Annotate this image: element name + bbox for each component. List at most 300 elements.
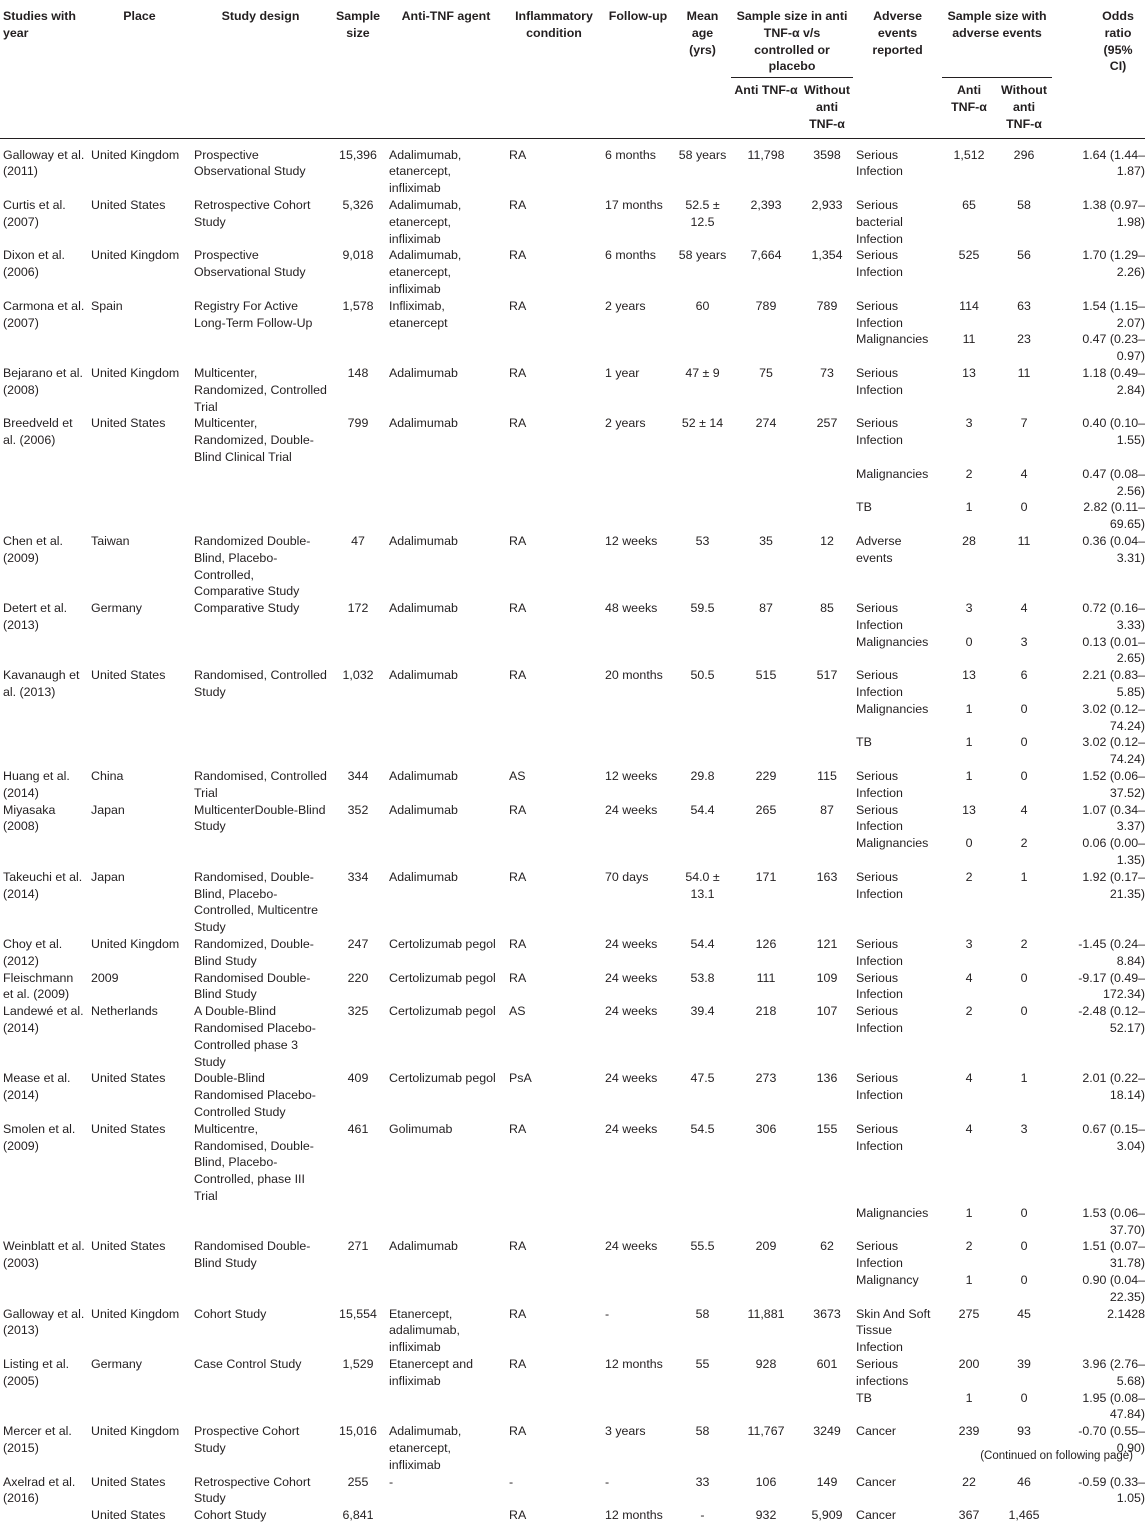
cell-sample-size: 461: [347, 1121, 369, 1136]
cell-study: [0, 835, 88, 869]
cell-condition: RA: [509, 668, 527, 683]
cell-mean-age: [674, 1205, 731, 1239]
cell-study: Axelrad et al. (2016): [3, 1474, 76, 1506]
cell-adverse-event: Malignancy: [856, 1272, 919, 1287]
cell-agent: [386, 1507, 506, 1524]
cell-follow-up: [602, 1390, 674, 1424]
cell-condition: RA: [509, 1121, 527, 1136]
cell-adverse-without-tnf: 46: [1017, 1474, 1031, 1489]
cell-condition: [506, 1272, 602, 1306]
cell-adverse-anti-tnf: 13: [962, 668, 976, 683]
cell-place: United Kingdom: [91, 248, 180, 263]
cell-study: [0, 634, 88, 668]
cell-place: [88, 331, 191, 365]
cell-place: United Kingdom: [91, 1306, 180, 1321]
cell-anti-tnf-count: 126: [755, 937, 777, 952]
cell-without-tnf-count: 85: [820, 601, 834, 616]
cell-condition: [506, 499, 602, 533]
cell-anti-tnf-count: [731, 701, 801, 735]
cell-agent: [386, 331, 506, 365]
cell-adverse-event: Serious Infection: [856, 365, 903, 397]
cell-odds-ratio: 1.92 (0.17–21.35): [1082, 869, 1145, 901]
cell-without-tnf-count: [801, 499, 853, 533]
table-row: [0, 533, 1145, 600]
cell-place: United States: [91, 668, 166, 683]
cell-study: Fleischmann et al. (2009): [3, 970, 74, 1002]
cell-condition: [506, 835, 602, 869]
cell-sample-size: 172: [347, 601, 369, 616]
cell-without-tnf-count: 601: [816, 1356, 838, 1371]
cell-condition: RA: [509, 298, 527, 313]
cell-condition: RA: [509, 248, 527, 263]
cell-without-tnf-count: 5,909: [811, 1508, 843, 1523]
cell-odds-ratio: 0.47 (0.08–2.56): [1082, 466, 1145, 498]
cell-place: United States: [91, 1071, 166, 1086]
cell-place: [88, 1390, 191, 1424]
cell-condition: AS: [509, 1004, 526, 1019]
cell-study: Miyasaka (2008): [3, 802, 56, 834]
cell-adverse-anti-tnf: 0: [965, 836, 973, 851]
cell-study: [0, 1205, 88, 1239]
cell-agent: [386, 499, 506, 533]
cell-odds-ratio: 1.70 (1.29–2.26): [1082, 248, 1145, 280]
cell-condition: RA: [509, 970, 527, 985]
cell-without-tnf-count: [801, 734, 853, 768]
header-adverse: Adverse events reported: [853, 0, 942, 138]
header-design: Study design: [191, 0, 330, 138]
cell-study: [0, 701, 88, 735]
cell-condition: [506, 1390, 602, 1424]
table-row: [0, 415, 1145, 465]
cell-odds-ratio: 0.40 (0.10–1.55): [1082, 416, 1145, 448]
cell-condition: RA: [509, 1424, 527, 1439]
cell-anti-tnf-count: 11,767: [747, 1424, 785, 1439]
cell-adverse-event: Malignancies: [856, 1205, 929, 1220]
cell-condition: [506, 701, 602, 735]
cell-sample-size: 334: [347, 869, 369, 884]
cell-anti-tnf-count: 11,798: [747, 147, 785, 162]
cell-adverse-without-tnf: 0: [1020, 1004, 1028, 1019]
cell-adverse-anti-tnf: 1,512: [953, 147, 985, 162]
cell-adverse-event: Adverse events: [856, 533, 902, 565]
cell-design: Multicenter, Randomized, Controlled Trial: [194, 365, 327, 414]
cell-design: Randomised, Double-Blind, Placebo-Controlled, Multicentre Study: [194, 869, 318, 935]
cell-without-tnf-count: 3249: [813, 1424, 841, 1439]
cell-adverse-without-tnf: 56: [1017, 248, 1031, 263]
cell-without-tnf-count: 789: [816, 298, 838, 313]
cell-study: Listing et al. (2005): [3, 1356, 70, 1388]
cell-adverse-without-tnf: 3: [1020, 1121, 1028, 1136]
cell-agent: Adalimumab, etanercept, infliximab: [389, 147, 462, 196]
header-studies: Studies with year: [0, 0, 88, 138]
cell-mean-age: 54.4: [690, 802, 715, 817]
cell-agent: [386, 701, 506, 735]
cell-agent: [386, 1205, 506, 1239]
table-row: [0, 1306, 1145, 1356]
cell-mean-age: [674, 331, 731, 365]
cell-without-tnf-count: 12: [820, 533, 834, 548]
cell-without-tnf-count: [801, 466, 853, 500]
cell-sample-size: 325: [347, 1004, 369, 1019]
cell-anti-tnf-count: 306: [755, 1121, 777, 1136]
cell-adverse-event: Serious Infection: [856, 1121, 903, 1153]
cell-anti-tnf-count: 229: [755, 769, 777, 784]
cell-adverse-event: Cancer: [856, 1424, 896, 1439]
cell-follow-up: [602, 835, 674, 869]
cell-adverse-without-tnf: 23: [1017, 332, 1031, 347]
cell-adverse-event: Cancer: [856, 1474, 896, 1489]
cell-adverse-anti-tnf: 239: [958, 1424, 980, 1439]
cell-odds-ratio: 1.64 (1.44–1.87): [1082, 147, 1145, 179]
continued-note: (Continued on following page): [980, 1450, 1133, 1462]
cell-sample-size: [330, 331, 386, 365]
cell-place: United States: [91, 1121, 166, 1136]
cell-anti-tnf-count: 273: [755, 1071, 777, 1086]
table-row: [0, 1272, 1145, 1306]
cell-condition: RA: [509, 365, 527, 380]
cell-adverse-anti-tnf: 1: [965, 735, 973, 750]
cell-design: Cohort Study: [194, 1306, 267, 1321]
cell-without-tnf-count: [801, 701, 853, 735]
cell-mean-age: 47 ± 9: [685, 365, 720, 380]
header-followup: Follow-up: [602, 0, 674, 138]
cell-condition: -: [509, 1474, 514, 1489]
cell-place: China: [91, 769, 124, 784]
cell-agent: [386, 634, 506, 668]
cell-odds-ratio: -0.70 (0.55–0.90): [1078, 1424, 1145, 1455]
cell-sample-size: 5,326: [342, 197, 374, 212]
cell-without-tnf-count: 62: [820, 1239, 834, 1254]
cell-study: [0, 331, 88, 365]
cell-mean-age: [674, 1272, 731, 1306]
cell-design: Case Control Study: [194, 1356, 302, 1371]
cell-adverse-event: Serious Infection: [856, 802, 903, 834]
cell-condition: RA: [509, 1508, 527, 1523]
cell-adverse-anti-tnf: 1: [965, 1205, 973, 1220]
cell-anti-tnf-count: 7,664: [750, 248, 782, 263]
header-group-adverse-size: Sample size with adverse events: [942, 0, 1052, 78]
cell-sample-size: [330, 734, 386, 768]
cell-mean-age: 58 years: [678, 147, 727, 162]
cell-sample-size: [330, 835, 386, 869]
table-body: [0, 138, 1145, 1524]
cell-condition: RA: [509, 1306, 527, 1321]
cell-adverse-without-tnf: 3: [1020, 634, 1028, 649]
cell-anti-tnf-count: 789: [755, 298, 777, 313]
cell-condition: RA: [509, 197, 527, 212]
cell-follow-up: 17 months: [605, 197, 663, 212]
cell-mean-age: 54.5: [690, 1121, 715, 1136]
cell-agent: Adalimumab, etanercept, infliximab: [389, 248, 462, 296]
cell-study: Chen et al. (2009): [3, 533, 63, 565]
table-row: [0, 634, 1145, 668]
cell-odds-ratio: 0.67 (0.15–3.04): [1082, 1121, 1145, 1153]
cell-sample-size: 247: [347, 937, 369, 952]
cell-study: Galloway et al. (2013): [3, 1306, 85, 1338]
cell-anti-tnf-count: 265: [755, 802, 777, 817]
cell-agent: [386, 1272, 506, 1306]
cell-place: Spain: [91, 298, 123, 313]
cell-place: Germany: [91, 601, 142, 616]
cell-odds-ratio: 2.21 (0.83–5.85): [1082, 668, 1145, 700]
cell-follow-up: 2 years: [605, 298, 646, 313]
cell-adverse-event: Serious Infection: [856, 769, 903, 800]
cell-anti-tnf-count: 928: [755, 1356, 777, 1371]
cell-place: [88, 835, 191, 869]
cell-without-tnf-count: 115: [817, 769, 837, 784]
cell-agent: [386, 734, 506, 768]
cell-mean-age: 29.8: [690, 769, 715, 784]
cell-adverse-event: Cancer: [856, 1508, 896, 1523]
cell-follow-up: -: [605, 1474, 610, 1489]
header-agent: Anti-TNF agent: [386, 0, 506, 138]
cell-condition: [506, 1205, 602, 1239]
cell-agent: Certolizumab pegol: [389, 1004, 496, 1019]
cell-place: United States: [91, 197, 166, 212]
cell-agent: Adalimumab, etanercept, infliximab: [389, 197, 462, 246]
cell-without-tnf-count: [801, 1272, 853, 1306]
cell-sample-size: 255: [347, 1474, 369, 1489]
cell-anti-tnf-count: [731, 734, 801, 768]
cell-agent: Adalimumab: [389, 601, 458, 616]
cell-agent: Adalimumab: [389, 869, 458, 884]
cell-study: Smolen et al. (2009): [3, 1121, 76, 1153]
cell-adverse-without-tnf: 11: [1017, 365, 1031, 380]
cell-adverse-event: Serious Infection: [856, 1239, 903, 1271]
table-row: [0, 835, 1145, 869]
table-row: [0, 1474, 1145, 1508]
cell-adverse-anti-tnf: 1: [965, 500, 973, 515]
cell-follow-up: 70 days: [605, 869, 649, 884]
cell-adverse-without-tnf: 6: [1020, 668, 1028, 683]
cell-adverse-anti-tnf: 3: [965, 416, 973, 431]
cell-adverse-without-tnf: 0: [1020, 769, 1028, 784]
cell-without-tnf-count: 3673: [813, 1306, 841, 1321]
table-row: [0, 1356, 1145, 1390]
cell-mean-age: 54.0 ± 13.1: [685, 869, 720, 901]
cell-study: Detert et al. (2013): [3, 601, 68, 632]
cell-mean-age: -: [700, 1508, 705, 1523]
cell-mean-age: 55.5: [690, 1239, 715, 1254]
cell-adverse-anti-tnf: 2: [965, 1239, 973, 1254]
cell-without-tnf-count: 121: [816, 937, 838, 952]
cell-anti-tnf-count: [731, 634, 801, 668]
table-row: [0, 138, 1145, 197]
cell-design: A Double-Blind Randomised Placebo-Controlled phase 3 Study: [194, 1004, 316, 1069]
cell-study: [0, 1390, 88, 1424]
header-without-tnf-1: Without anti TNF-α: [801, 78, 853, 138]
cell-place: United States: [91, 1508, 166, 1523]
cell-adverse-anti-tnf: 28: [962, 533, 976, 548]
cell-odds-ratio: 0.13 (0.01–2.65): [1082, 634, 1145, 666]
cell-adverse-without-tnf: 63: [1017, 298, 1031, 313]
cell-study: Mercer et al. (2015): [3, 1424, 72, 1455]
cell-odds-ratio: -9.17 (0.49–172.34): [1078, 970, 1145, 1002]
cell-design: Double-Blind Randomised Placebo-Controlled Study: [194, 1071, 316, 1119]
cell-adverse-without-tnf: 1,465: [1008, 1508, 1040, 1523]
cell-adverse-without-tnf: 1: [1020, 869, 1028, 884]
cell-anti-tnf-count: 932: [755, 1508, 777, 1523]
cell-without-tnf-count: 155: [816, 1121, 838, 1136]
cell-agent: Certolizumab pegol: [389, 1071, 496, 1086]
table-row: [0, 667, 1145, 701]
cell-design: [191, 634, 330, 668]
cell-design: [191, 466, 330, 500]
cell-mean-age: 58: [695, 1306, 710, 1321]
cell-condition: RA: [509, 147, 527, 162]
cell-adverse-event: Serious Infection: [856, 1071, 903, 1103]
cell-design: Registry For Active Long-Term Follow-Up: [194, 298, 313, 330]
cell-place: United States: [91, 1239, 166, 1254]
table-row: [0, 1070, 1145, 1120]
table-row: [0, 970, 1145, 1004]
cell-adverse-event: Serious Infection: [856, 1004, 903, 1036]
cell-design: Randomised, Controlled Study: [194, 668, 327, 700]
cell-adverse-event: TB: [856, 1390, 872, 1405]
cell-agent: [386, 1390, 506, 1424]
cell-follow-up: 24 weeks: [605, 970, 658, 985]
cell-odds-ratio: -2.48 (0.12–52.17): [1078, 1004, 1145, 1036]
cell-agent: Certolizumab pegol: [389, 937, 496, 952]
cell-sample-size: 220: [347, 970, 369, 985]
cell-agent: Etanercept, adalimumab, infliximab: [389, 1306, 460, 1355]
cell-condition: AS: [509, 769, 526, 784]
cell-adverse-anti-tnf: 2: [965, 869, 973, 884]
cell-follow-up: 12 months: [605, 1508, 663, 1523]
cell-study: Galloway et al. (2011): [3, 147, 85, 179]
cell-study: [0, 1272, 88, 1306]
cell-design: Prospective Observational Study: [194, 248, 306, 280]
cell-odds-ratio: 2.01 (0.22–18.14): [1082, 1071, 1145, 1103]
cell-without-tnf-count: [801, 1205, 853, 1239]
cell-without-tnf-count: 109: [816, 970, 838, 985]
cell-condition: RA: [509, 1239, 527, 1254]
cell-study: Weinblatt et al. (2003): [3, 1239, 85, 1271]
cell-odds-ratio: 0.06 (0.00–1.35): [1082, 836, 1145, 868]
cell-adverse-anti-tnf: 4: [965, 970, 973, 985]
table-row: [0, 331, 1145, 365]
cell-adverse-without-tnf: 0: [1020, 970, 1028, 985]
cell-adverse-event: Serious Infection: [856, 416, 903, 448]
cell-sample-size: 9,018: [342, 248, 374, 263]
table-row: [0, 936, 1145, 970]
cell-without-tnf-count: [801, 634, 853, 668]
cell-design: Randomised Double-Blind Study: [194, 1239, 311, 1271]
cell-anti-tnf-count: 11,881: [747, 1306, 785, 1321]
cell-agent: Adalimumab, etanercept, infliximab: [389, 1424, 462, 1472]
cell-study: Huang et al. (2014): [3, 769, 70, 800]
cell-adverse-event: Serious infections: [856, 1356, 909, 1388]
cell-follow-up: 1 year: [605, 365, 640, 380]
cell-adverse-event: Serious Infection: [856, 970, 903, 1002]
cell-adverse-without-tnf: 0: [1020, 701, 1028, 716]
cell-follow-up: 6 months: [605, 147, 656, 162]
header-place: Place: [88, 0, 191, 138]
cell-place: United Kingdom: [91, 1424, 180, 1439]
cell-follow-up: 3 years: [605, 1424, 646, 1439]
cell-adverse-without-tnf: 2: [1020, 836, 1028, 851]
cell-odds-ratio: 1.53 (0.06–37.70): [1082, 1205, 1145, 1237]
cell-adverse-anti-tnf: 275: [958, 1306, 980, 1321]
cell-anti-tnf-count: 106: [755, 1474, 777, 1489]
cell-odds-ratio: 0.90 (0.04–22.35): [1082, 1272, 1145, 1304]
cell-mean-age: [674, 499, 731, 533]
cell-adverse-anti-tnf: 200: [958, 1356, 980, 1371]
table-row: [0, 600, 1145, 634]
cell-adverse-event: Malignancies: [856, 701, 929, 716]
cell-sample-size: 409: [347, 1071, 369, 1086]
table-row: [0, 701, 1145, 735]
cell-design: Randomized Double-Blind, Placebo-Controlled, Comparative Study: [194, 533, 311, 599]
header-group-sample-size: Sample size in anti TNF-α v/s controlled or placebo: [731, 0, 853, 78]
cell-agent: [386, 466, 506, 500]
cell-follow-up: [602, 331, 674, 365]
cell-agent: Etanercept and infliximab: [389, 1356, 474, 1388]
cell-adverse-anti-tnf: 114: [959, 298, 979, 313]
cell-adverse-anti-tnf: 525: [958, 248, 980, 263]
cell-adverse-event: Malignancies: [856, 466, 929, 481]
cell-adverse-anti-tnf: 13: [962, 802, 976, 817]
table-row: [0, 365, 1145, 415]
cell-agent: Golimumab: [389, 1121, 453, 1136]
cell-follow-up: [602, 1205, 674, 1239]
cell-anti-tnf-count: 218: [755, 1004, 777, 1019]
cell-anti-tnf-count: [731, 1205, 801, 1239]
cell-condition: [506, 466, 602, 500]
cell-design: Prospective Observational Study: [194, 147, 306, 179]
table-row: [0, 1390, 1145, 1424]
cell-without-tnf-count: 3598: [813, 147, 841, 162]
cell-anti-tnf-count: 75: [759, 365, 773, 380]
cell-condition: RA: [509, 869, 527, 884]
cell-mean-age: 33: [695, 1474, 710, 1489]
cell-agent: Adalimumab: [389, 365, 458, 380]
cell-sample-size: 6,841: [342, 1508, 374, 1523]
cell-adverse-event: Serious Infection: [856, 601, 903, 632]
header-anti-tnf-1: Anti TNF-α: [731, 78, 801, 138]
cell-agent: Adalimumab: [389, 533, 458, 548]
cell-follow-up: 24 weeks: [605, 802, 658, 817]
cell-adverse-anti-tnf: 1: [965, 769, 973, 784]
cell-follow-up: 12 weeks: [605, 769, 658, 784]
cell-design: Cohort Study: [194, 1508, 267, 1523]
table-row: [0, 1507, 1145, 1524]
cell-design: MulticenterDouble-Blind Study: [194, 802, 326, 834]
cell-odds-ratio: -0.59 (0.33–1.05): [1078, 1474, 1145, 1506]
cell-adverse-event: Malignancies: [856, 634, 929, 649]
cell-sample-size: 148: [347, 365, 369, 380]
cell-adverse-without-tnf: 7: [1020, 416, 1028, 431]
cell-study: Curtis et al. (2007): [3, 197, 66, 229]
cell-sample-size: 271: [347, 1239, 369, 1254]
cell-place: [88, 734, 191, 768]
cell-odds-ratio: 1.38 (0.97–1.98): [1082, 197, 1145, 229]
cell-adverse-without-tnf: 45: [1017, 1306, 1031, 1321]
cell-anti-tnf-count: 87: [759, 601, 773, 616]
cell-sample-size: [330, 1272, 386, 1306]
header-condition: Inflammatory condition: [506, 0, 602, 138]
cell-study: Carmona et al. (2007): [3, 298, 85, 330]
cell-mean-age: 60: [695, 298, 710, 313]
cell-follow-up: 2 years: [605, 416, 646, 431]
cell-study: Mease et al. (2014): [3, 1071, 71, 1103]
cell-place: United States: [91, 1474, 166, 1489]
cell-design: Randomised, Controlled Trial: [194, 769, 327, 800]
cell-follow-up: [602, 499, 674, 533]
cell-place: [88, 1272, 191, 1306]
cell-anti-tnf-count: [731, 499, 801, 533]
cell-adverse-without-tnf: 4: [1020, 802, 1028, 817]
